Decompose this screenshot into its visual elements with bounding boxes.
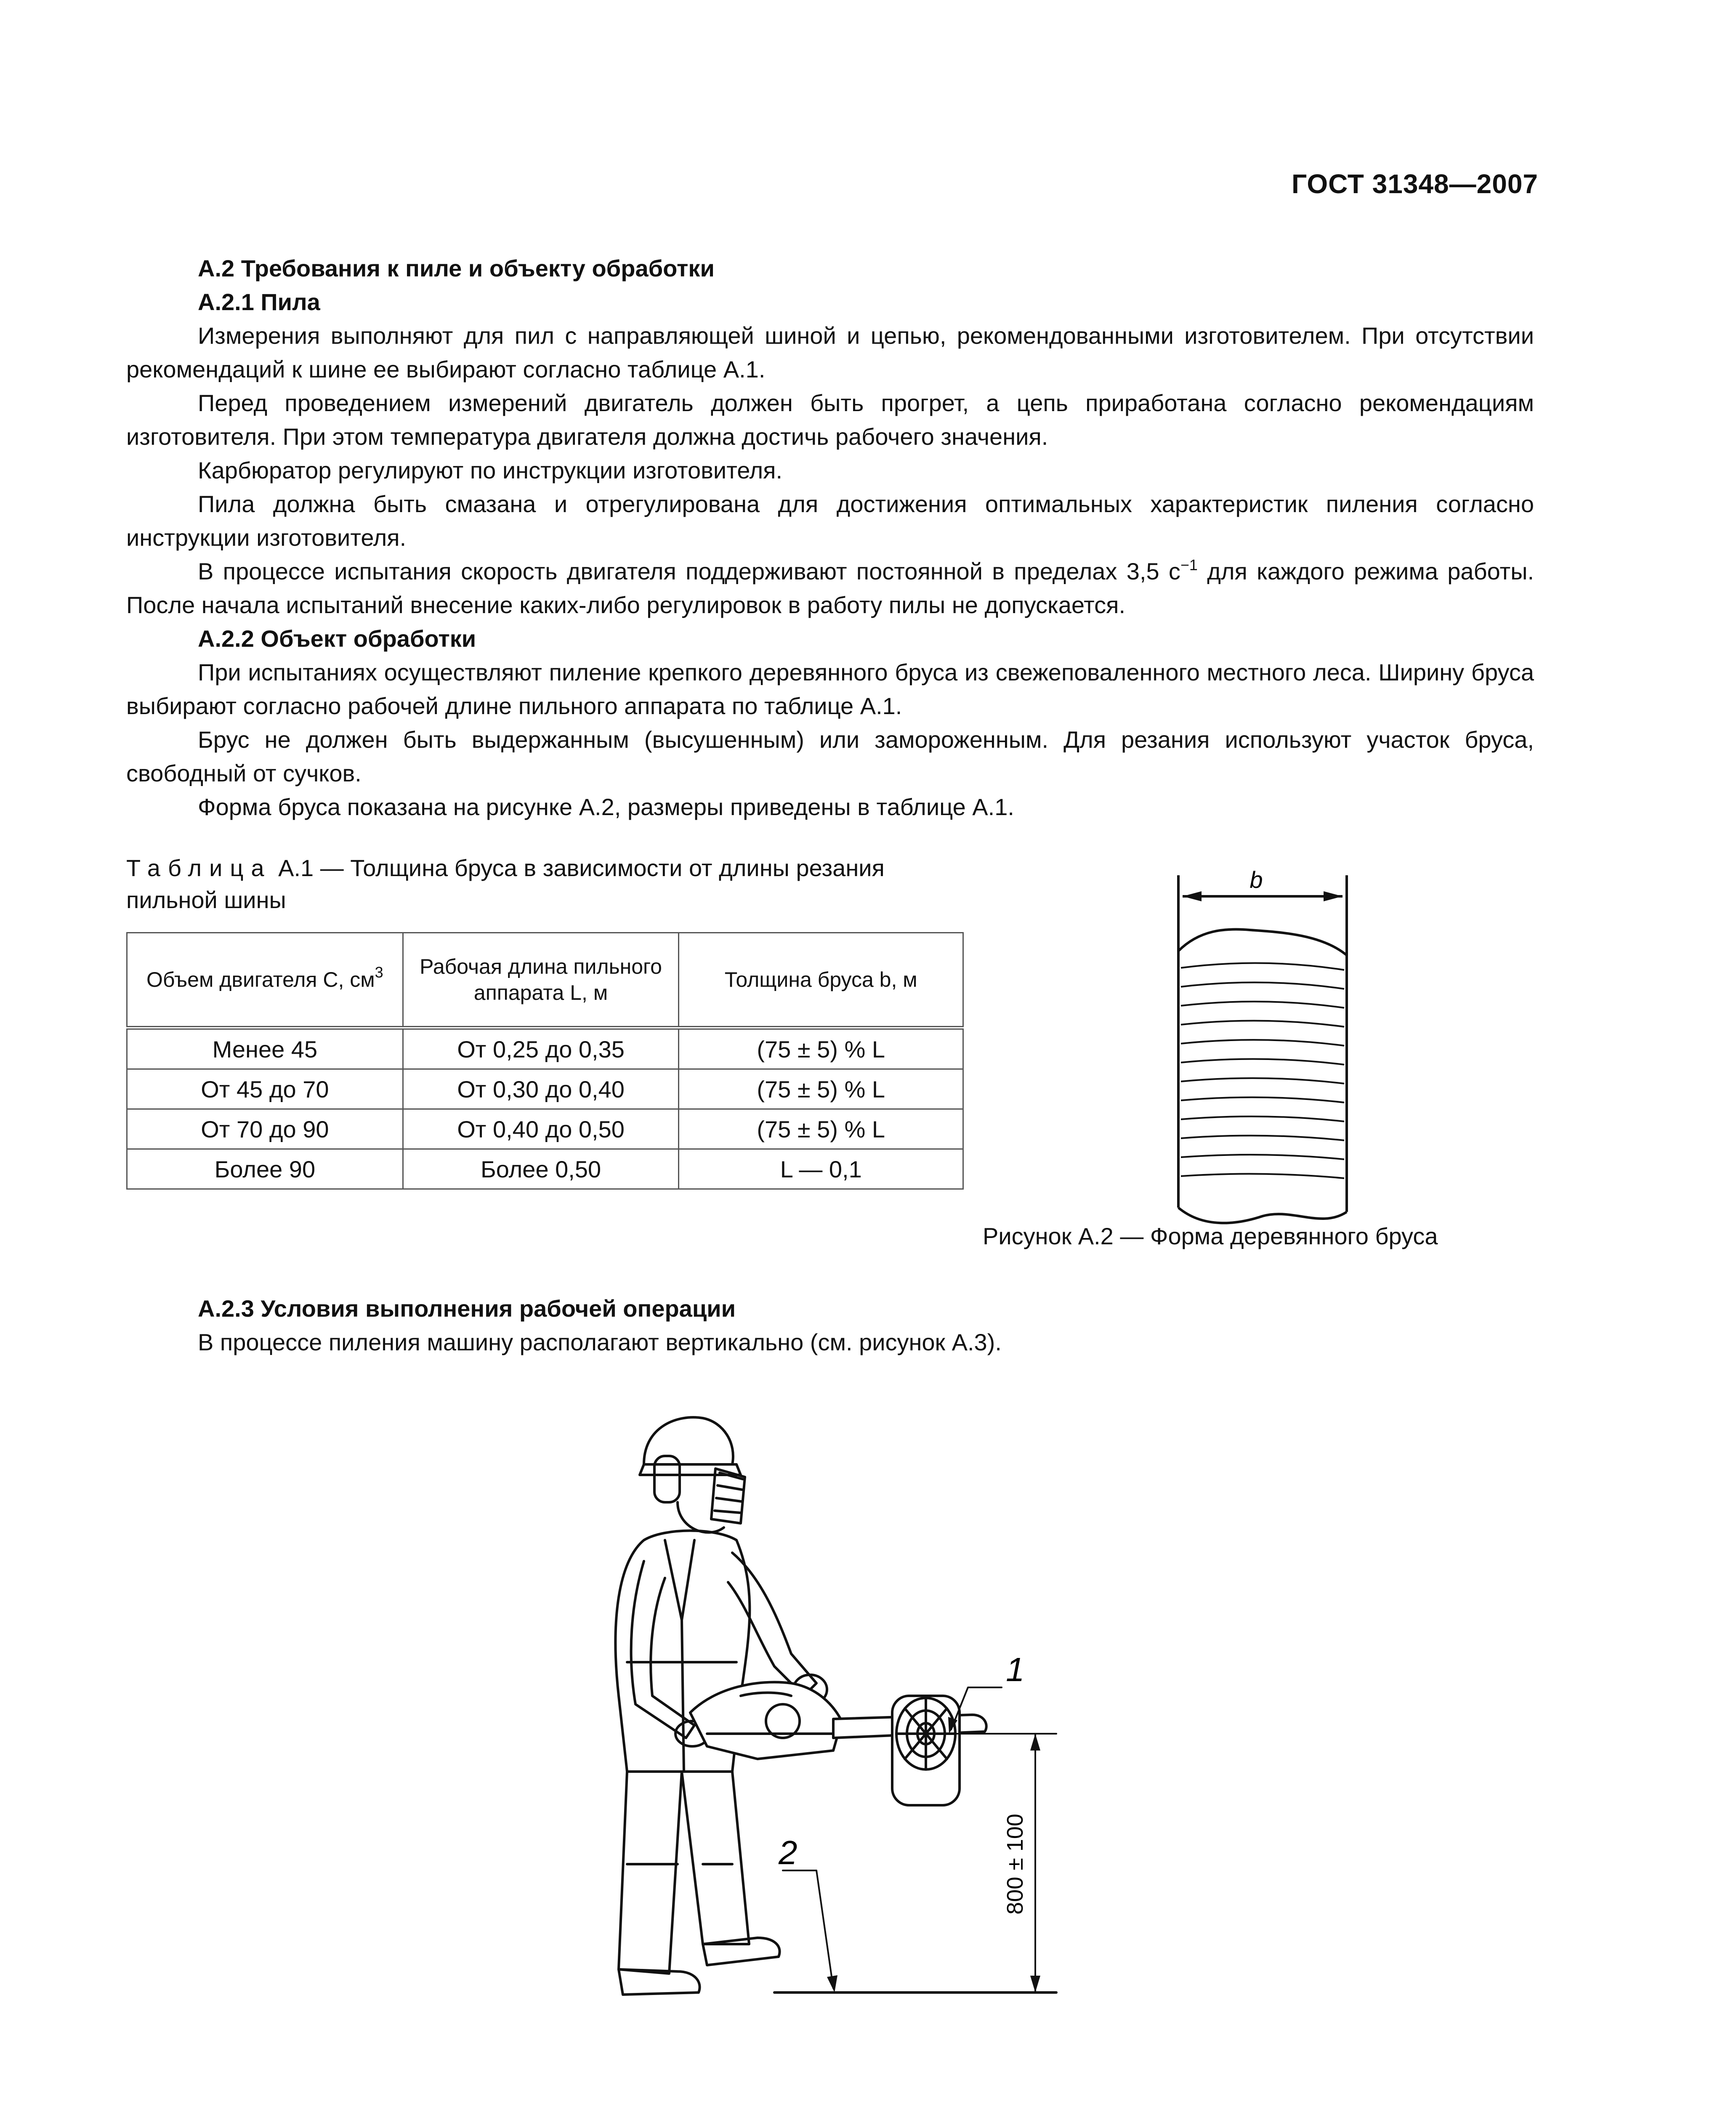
- leg-front: [682, 1772, 749, 1944]
- table-row: [127, 1149, 963, 1189]
- section-a23-heading: А.2.3 Условия выполнения рабочей операции: [198, 1295, 736, 1322]
- header-exponent: 3: [375, 964, 383, 981]
- section-a21-heading: А.2.1 Пила: [198, 289, 320, 315]
- arm-left: [631, 1561, 694, 1738]
- table-row: [127, 1028, 963, 1069]
- label-2: 2: [779, 1834, 798, 1871]
- section-a23-paragraph: В процессе пиления машину располагают вертикально (см. рисунок А.3).: [198, 1329, 1002, 1355]
- table-caption-word: Таблица: [126, 855, 272, 881]
- dimension-b-label: b: [1249, 866, 1263, 893]
- table-cell: (75 ± 5) % L: [679, 1028, 963, 1069]
- paragraph-speed: [126, 555, 1534, 622]
- table-row: [127, 1109, 963, 1149]
- figure-a2-bar-drawing: [1153, 867, 1364, 1237]
- table-cell: От 0,30 до 0,40: [403, 1069, 679, 1109]
- section-a2-heading: А.2 Требования к пиле и объекту обработки: [198, 255, 715, 282]
- face-visor: [711, 1469, 745, 1523]
- section-a22-heading: А.2.2 Объект обработки: [198, 625, 476, 652]
- speed-text-pre: В процессе испытания скорость двигателя поддерживают постоянной в пределах 3,5 с: [198, 558, 1180, 584]
- wood-bar-section: [892, 1696, 960, 1805]
- table-cell: От 0,40 до 0,50: [403, 1109, 679, 1149]
- table-caption-text: А.1 — Толщина бруса в зависимости от длины резания пильной шины: [126, 855, 885, 913]
- table-cell: От 70 до 90: [127, 1109, 403, 1149]
- table-cell: Более 0,50: [403, 1149, 679, 1189]
- table-row: [127, 1069, 963, 1109]
- table-cell: От 0,25 до 0,35: [403, 1028, 679, 1069]
- table-cell: (75 ± 5) % L: [679, 1109, 963, 1149]
- paragraph: При испытаниях осуществляют пиление крепкого деревянного бруса из свежеповаленного местного леса. Ширину бруса выбирают согласно рабочей длине пильного аппарата по таблице А.1.: [126, 659, 1534, 719]
- paragraph: Перед проведением измерений двигатель должен быть прогрет, а цепь приработана согласно рекомендациям изготовителя. При этом температура двигателя должна достичь рабочего значения.: [126, 390, 1534, 450]
- table-header-bar-length: Рабочая длина пильного аппарата L, м: [403, 933, 679, 1028]
- table-header-thickness: Толщина бруса b, м: [679, 933, 963, 1028]
- leg-back: [619, 1772, 682, 1974]
- section-a22-body: [126, 656, 1534, 824]
- table-cell: Менее 45: [127, 1028, 403, 1069]
- table-cell: От 45 до 70: [127, 1069, 403, 1109]
- arm-right: [728, 1553, 816, 1696]
- dimension-800-label: 800 ± 100: [1002, 1814, 1028, 1915]
- table-cell: L — 0,1: [679, 1149, 963, 1189]
- speed-unit-exponent: −1: [1180, 556, 1198, 574]
- paragraph: Карбюратор регулируют по инструкции изготовителя.: [198, 457, 783, 483]
- table-header-engine-volume: [127, 933, 403, 1028]
- paragraph: Форма бруса показана на рисунке А.2, размеры приведены в таблице А.1.: [198, 794, 1014, 820]
- table-caption: [126, 852, 968, 916]
- paragraph: Брус не должен быть выдержанным (высушенным) или замороженным. Для резания используют участок бруса, свободный от сучков.: [126, 726, 1534, 786]
- table-a1: [126, 932, 964, 1190]
- header-text: Объем двигателя C, см: [146, 968, 375, 991]
- label-1: 1: [1006, 1651, 1025, 1688]
- speed-text-post: для каждого режима работы. После начала испытаний внесение каких-либо регулировок в работу пилы не допускается.: [126, 558, 1534, 618]
- figure-a3-drawing: [581, 1401, 1086, 2083]
- boot-front: [703, 1938, 780, 1965]
- paragraph: Пила должна быть смазана и отрегулирована для достижения оптимальных характеристик пиления согласно инструкции изготовителя.: [126, 491, 1534, 551]
- standard-number: ГОСТ 31348—2007: [1291, 169, 1538, 199]
- helmet: [644, 1417, 733, 1464]
- section-a21-body: [126, 319, 1534, 622]
- table-cell: (75 ± 5) % L: [679, 1069, 963, 1109]
- paragraph: Измерения выполняют для пил с направляющей шиной и цепью, рекомендованными изготовителем. При отсутствии рекомендаций к шине ее выбирают согласно таблице А.1.: [126, 322, 1534, 383]
- table-cell: Более 90: [127, 1149, 403, 1189]
- figure-a2-caption: Рисунок А.2 — Форма деревянного бруса: [983, 1223, 1438, 1249]
